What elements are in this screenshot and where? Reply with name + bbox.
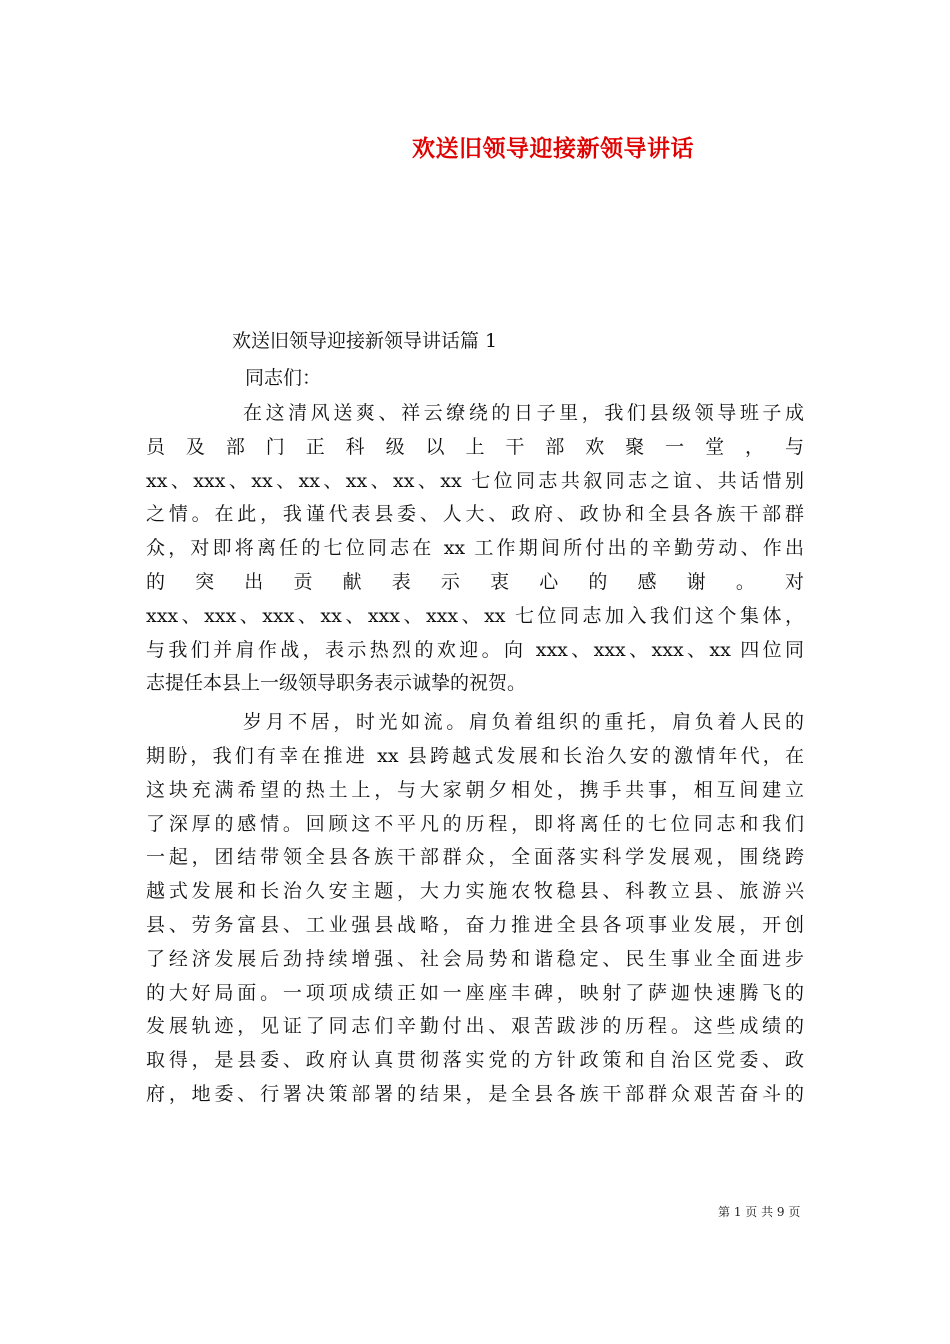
salutation: 同志们：: [245, 367, 322, 389]
paragraph-line: 岁月不居，时光如流。肩负着组织的重托，肩负着人民的: [243, 711, 804, 734]
paragraph-line: xx、xxx、xx、xx、xx、xx、xx 七位同志共叙同志之谊、共话惜别: [146, 469, 804, 492]
page-number-footer: 第 1 页 共 9 页: [718, 1205, 801, 1219]
document-title: 欢送旧领导迎接新领导讲话: [412, 135, 694, 162]
paragraph-line: 员及部门正科级以上干部欢聚一堂，与: [146, 435, 804, 458]
paragraph-line: 的突出贡献表示衷心的感谢。对: [146, 570, 804, 593]
document-body: [146, 397, 804, 1112]
paragraph-line: xxx、xxx、xxx、xx、xxx、xxx、xx 七位同志加入我们这个集体，: [146, 604, 804, 627]
paragraph-line: 了深厚的感情。回顾这不平凡的历程，即将离任的七位同志和我们: [146, 812, 804, 835]
paragraph-line: 期盼，我们有幸在推进 xx 县跨越式发展和长治久安的激情年代，在: [146, 744, 804, 767]
paragraph-line: 在这清风送爽、祥云缭绕的日子里，我们县级领导班子成: [243, 402, 804, 424]
paragraph-2: [146, 706, 804, 1112]
paragraph-line: 一起，团结带领全县各族干部群众，全面落实科学发展观，围绕跨: [146, 846, 804, 869]
paragraph-line: 的大好局面。一项项成绩正如一座座丰碑，映射了萨迦快速腾飞的: [146, 981, 804, 1004]
paragraph-line: 越式发展和长治久安主题，大力实施农牧稳县、科教立县、旅游兴: [146, 880, 804, 903]
section-heading: 欢送旧领导迎接新领导讲话篇 1: [232, 330, 498, 352]
paragraph-line: 发展轨迹，见证了同志们辛勤付出、艰苦跋涉的历程。这些成绩的: [146, 1015, 804, 1038]
paragraph-line: 取得，是县委、政府认真贯彻落实党的方针政策和自治区党委、政: [146, 1049, 804, 1072]
paragraph-line: 县、劳务富县、工业强县战略，奋力推进全县各项事业发展，开创: [146, 913, 804, 936]
paragraph-line: 这块充满希望的热土上，与大家朝夕相处，携手共事，相互间建立: [146, 778, 804, 801]
paragraph-line: 与我们并肩作战，表示热烈的欢迎。向 xxx、xxx、xxx、xx 四位同: [146, 638, 804, 661]
paragraph-line: 了经济发展后劲持续增强、社会局势和谐稳定、民生事业全面进步: [146, 947, 804, 970]
paragraph-1: [146, 397, 804, 701]
paragraph-line: 众，对即将离任的七位同志在 xx 工作期间所付出的辛勤劳动、作出: [146, 537, 804, 560]
paragraph-line: 之情。在此，我谨代表县委、人大、政府、政协和全县各族干部群: [146, 503, 804, 526]
paragraph-line: 志提任本县上一级领导职务表示诚挚的祝贺。: [146, 672, 527, 695]
paragraph-line: 府，地委、行署决策部署的结果，是全县各族干部群众艰苦奋斗的: [146, 1082, 804, 1105]
